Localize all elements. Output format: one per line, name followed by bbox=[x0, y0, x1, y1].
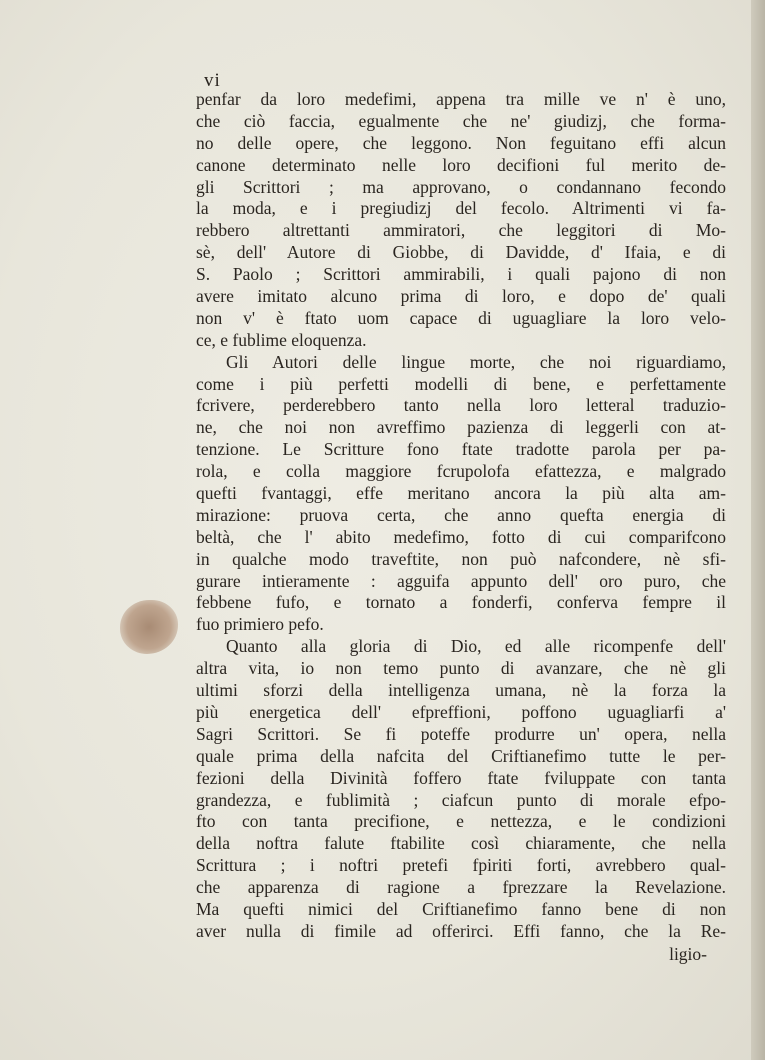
text-line: Quanto alla gloria di Dio, ed alle ricompenfe dell' bbox=[226, 636, 726, 657]
text-line: sè, dell' Autore di Giobbe, di Davidde, d' Ifaia, e di bbox=[196, 242, 726, 263]
text-line: S. Paolo ; Scrittori ammirabili, i quali pajono di non bbox=[196, 264, 726, 285]
text-line: avere imitato alcuno prima di loro, e dopo de' quali bbox=[196, 286, 726, 307]
text-line: fto con tanta precifione, e nettezza, e le condizioni bbox=[196, 811, 726, 832]
text-block bbox=[196, 89, 726, 943]
text-line: grandezza, e fublimità ; ciafcun punto di morale efpo- bbox=[196, 789, 726, 810]
text-line: rebbero altrettanti ammiratori, che leggitori di Mo- bbox=[196, 220, 726, 241]
text-line: fezioni della Divinità foffero ftate fviluppate con tanta bbox=[196, 767, 726, 788]
text-line: che apparenza di ragione a fprezzare la Revelazione. bbox=[196, 877, 726, 898]
text-line: della noftra falute ftabilite così chiaramente, che nella bbox=[196, 833, 726, 854]
text-line: fcrivere, perderebbero tanto nella loro letteral traduzio- bbox=[196, 395, 726, 416]
text-line: penfar da loro medefimi, appena tra mille ve n' è uno, bbox=[196, 89, 726, 109]
text-line: aver nulla di fimile ad offerirci. Effi fanno, che la Re- bbox=[196, 920, 726, 941]
text-line: beltà, che l' abito medefimo, fotto di cui comparifcono bbox=[196, 526, 726, 547]
text-line: in qualche modo traveftite, non può nafcondere, nè sfi- bbox=[196, 548, 726, 569]
page-number: vi bbox=[204, 70, 221, 91]
text-line: no delle opere, che leggono. Non feguitano effi alcun bbox=[196, 132, 726, 153]
text-line: rola, e colla maggiore fcrupolofa efattezza, e malgrado bbox=[196, 461, 726, 482]
text-line: Scrittura ; i noftri pretefi fpiriti forti, avrebbero qual- bbox=[196, 855, 726, 876]
text-line: febbene fufo, e tornato a fonderfi, conferva fempre il bbox=[196, 592, 726, 613]
text-line: altra vita, io non temo punto di avanzare, che nè gli bbox=[196, 658, 726, 679]
text-line: canone determinato nelle loro decifioni ful merito de- bbox=[196, 154, 726, 175]
text-line: non v' è ftato uom capace di uguagliare la loro velo- bbox=[196, 307, 726, 328]
text-line: fuo primiero pefo. bbox=[196, 614, 324, 635]
text-line: più energetica dell' efpreffioni, poffono uguagliarfi a' bbox=[196, 701, 726, 722]
text-line: la moda, e i pregiudizj del fecolo. Altrimenti vi fa- bbox=[196, 198, 726, 219]
text-line: gli Scrittori ; ma approvano, o condannano fecondo bbox=[196, 176, 726, 197]
text-line: che ciò faccia, egualmente che ne' giudizj, che forma- bbox=[196, 110, 726, 131]
catchword: ligio- bbox=[669, 944, 707, 964]
text-line: gurare intieramente : agguifa appunto dell' oro puro, che bbox=[196, 570, 726, 591]
text-line: mirazione: pruova certa, che anno quefta energia di bbox=[196, 504, 726, 525]
water-stain bbox=[120, 600, 178, 654]
text-line: Gli Autori delle lingue morte, che noi riguardiamo, bbox=[226, 351, 726, 372]
text-line: quale prima della nafcita del Criftianefimo tutte le per- bbox=[196, 745, 726, 766]
text-line: ne, che noi non avreffimo pazienza di leggerli con at- bbox=[196, 417, 726, 438]
text-line: ce, e fublime eloquenza. bbox=[196, 329, 367, 350]
text-line: quefti fvantaggi, effe meritano ancora la più alta am- bbox=[196, 483, 726, 504]
text-line: Sagri Scrittori. Se fi poteffe produrre un' opera, nella bbox=[196, 723, 726, 744]
page-edge bbox=[751, 0, 765, 1060]
text-line: ultimi sforzi della intelligenza umana, nè la forza la bbox=[196, 680, 726, 701]
text-line: Ma quefti nimici del Criftianefimo fanno bene di non bbox=[196, 898, 726, 919]
text-line: tenzione. Le Scritture fono ftate tradotte parola per pa- bbox=[196, 439, 726, 460]
text-line: come i più perfetti modelli di bene, e perfettamente bbox=[196, 373, 726, 394]
